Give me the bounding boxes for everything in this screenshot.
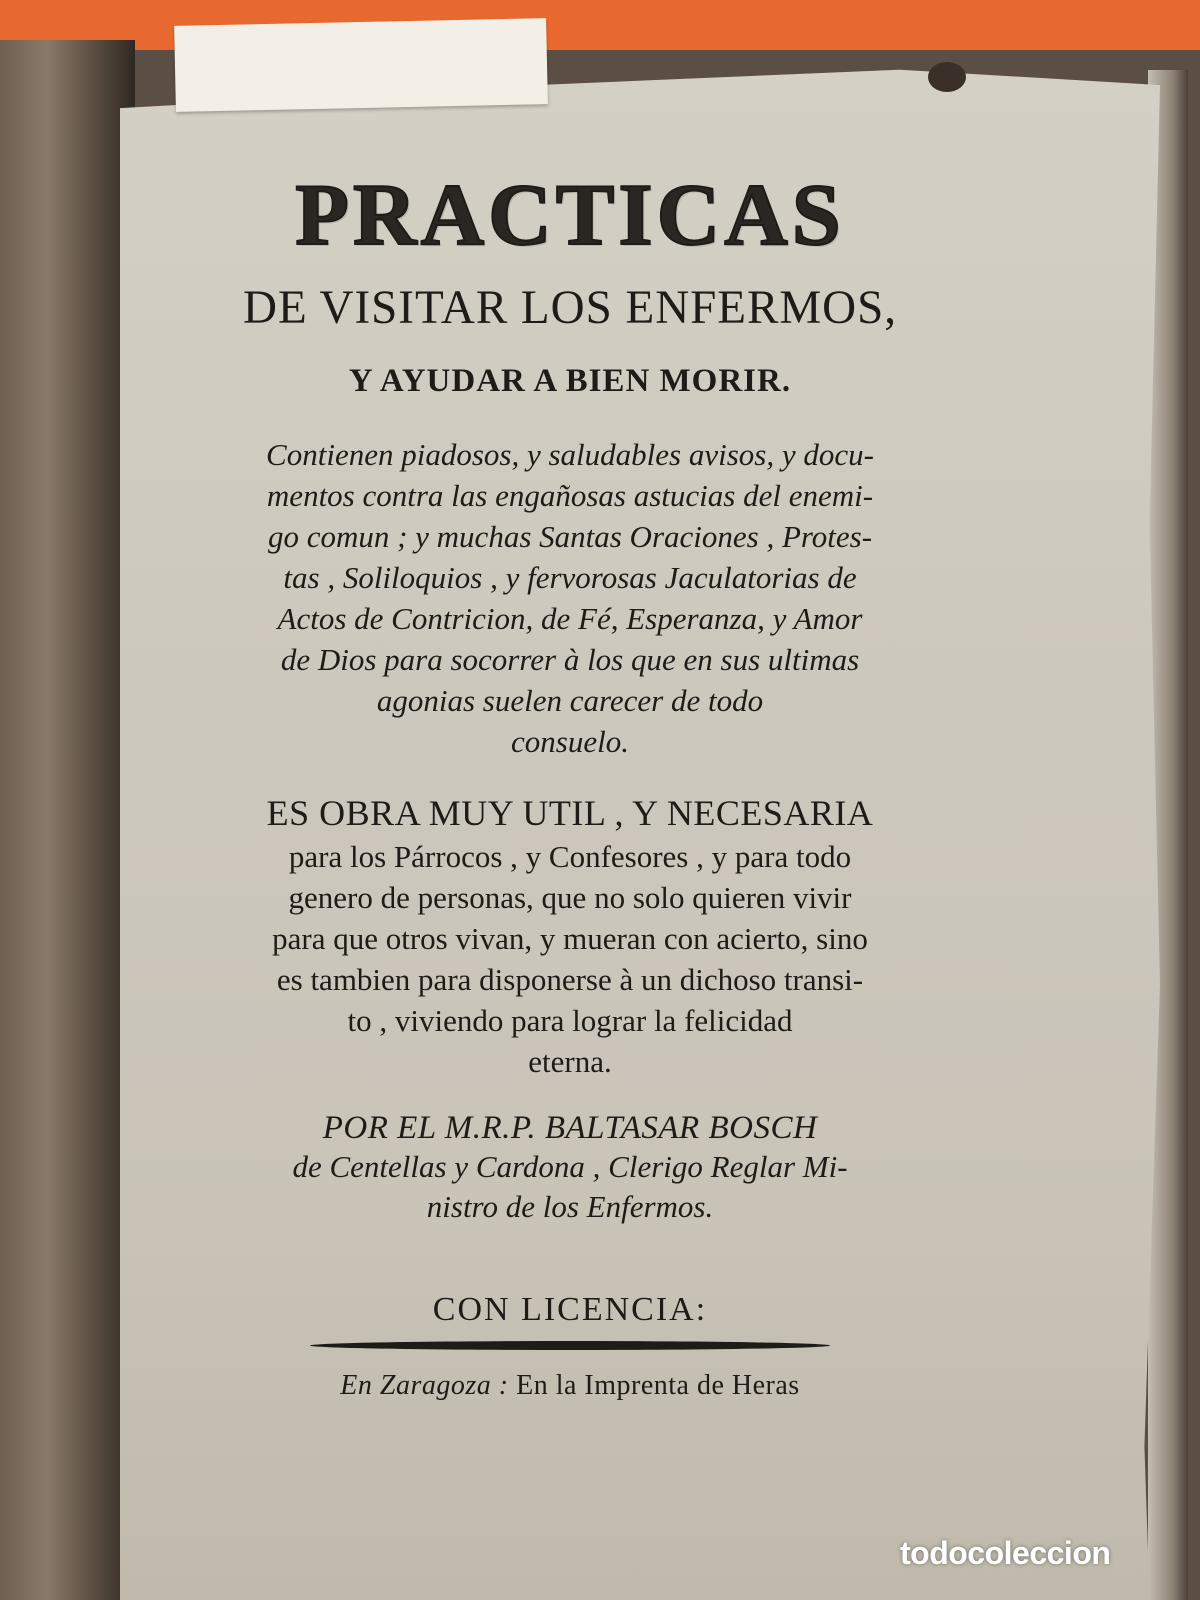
book-title: PRACTICAS	[295, 167, 845, 264]
description-block	[150, 434, 990, 762]
licence-line: CON LICENCIA:	[432, 1290, 708, 1328]
author-heading: POR EL M.R.P. BALTASAR BOSCH	[322, 1109, 818, 1146]
obra-line: eterna.	[528, 1043, 612, 1079]
author-line: de Centellas y Cardona , Clerigo Reglar Mi-	[292, 1148, 848, 1184]
obra-line: es tambien para disponerse à un dichoso transi-	[276, 961, 864, 997]
watermark-logo: todocoleccion	[900, 1535, 1111, 1571]
author-block	[150, 1147, 990, 1227]
subtitle-line-1: DE VISITAR LOS ENFERMOS,	[243, 281, 897, 334]
subtitle-line-2: Y AYUDAR A BIEN MORIR.	[348, 362, 792, 399]
author-line: nistro de los Enfermos.	[426, 1188, 714, 1224]
obra-block	[150, 836, 990, 1082]
imprint-line	[150, 1370, 990, 1402]
obra-heading: ES OBRA MUY UTIL , Y NECESARIA	[266, 792, 874, 833]
obra-line: to , viviendo para lograr la felicidad	[347, 1002, 793, 1038]
description-line: Actos de Contricion, de Fé, Esperanza, y Amor	[277, 600, 863, 636]
title-page-text	[150, 160, 990, 1402]
ink-stain	[928, 62, 966, 92]
description-line: mentos contra las engañosas astucias del enemi-	[266, 477, 874, 513]
imprint-city: En Zaragoza :	[340, 1369, 509, 1401]
description-line: agonias suelen carecer de todo	[376, 682, 764, 718]
description-line: de Dios para socorrer à los que en sus ultimas	[280, 641, 860, 677]
book-spine	[0, 40, 135, 1600]
ornamental-rule	[310, 1341, 830, 1350]
description-line: Contienen piadosos, y saludables avisos, y docu-	[266, 436, 874, 472]
obra-line: genero de personas, que no solo quieren vivir	[288, 879, 852, 915]
description-line: tas , Soliloquios , y fervorosas Jaculatorias de	[283, 559, 857, 595]
obra-line: para los Párrocos , y Confesores , y para todo	[288, 838, 852, 874]
description-line: consuelo.	[511, 723, 629, 759]
obra-line: para que otros vivan, y mueran con acierto, sino	[272, 920, 868, 956]
description-line: go comun ; y muchas Santas Oraciones , Protes-	[267, 518, 873, 554]
imprint-printer: En la Imprenta de Heras	[516, 1369, 800, 1401]
paper-slip	[174, 18, 548, 112]
